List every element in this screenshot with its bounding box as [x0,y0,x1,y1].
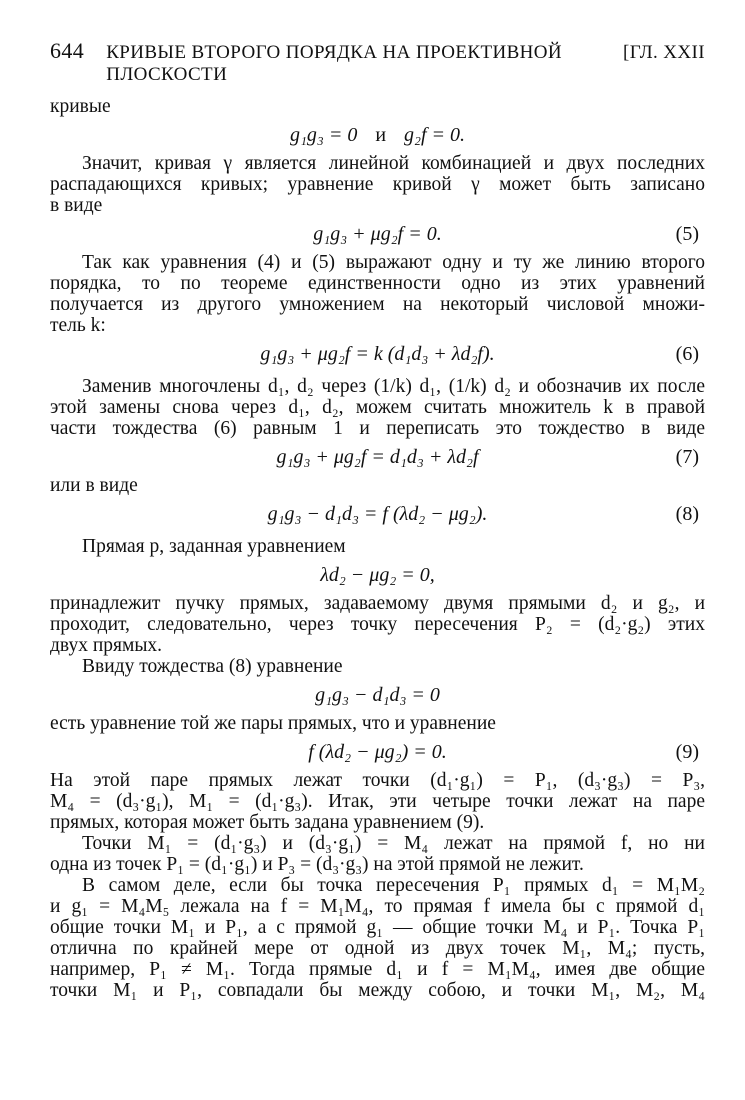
text-line: Заменив многочлены d₁, d₂ через (1/k) d₁, (1/k) d₂ и обозначив их после [82,376,705,397]
text-line: принадлежит пучку прямых, задаваемому двумя прямыми d₂ и g₂, и [50,593,705,614]
text-line: есть уравнение той же пары прямых, что и уравнение [50,713,496,734]
equation-number: (5) [675,223,699,245]
equation-conjunction: и [375,124,387,146]
text-line: общие точки M₁ и P₁, а с прямой g₁ — общие точки M₄ и P₁. Точка P₁ [50,917,705,938]
text-line: кривые [50,96,111,117]
equation-body: λd₂ − μg₂ = 0, [320,564,435,586]
text-line: Точки M₁ = (d₁·g₃) и (d₃·g₁) = M₄ лежат на прямой f, но ни [82,833,705,854]
chapter-label: [ГЛ. XXII [623,42,705,63]
text-line: Значит, кривая γ является линейной комбинацией и двух последних [82,153,705,174]
equation-5 [50,216,705,252]
text-line: точки M₁ и P₁, совпадали бы между собою, и точки M₁, M₂, M₄ [50,980,705,1001]
equation-6 [50,336,705,372]
text-line: двух прямых. [50,635,163,656]
text-line: тель k: [50,315,106,336]
equation-number: (7) [675,446,699,468]
equation-number: (9) [675,741,699,763]
equation-part: g₁g₃ = 0 [289,124,358,146]
equation-body: g₁g₃ − d₁d₃ = 0 [315,684,440,706]
text-line: проходит, следовательно, через точку пересечения P₂ = (d₂·g₂) этих [50,614,705,635]
text-line: прямых, которая может быть задана уравнением (9). [50,812,485,833]
equation-body: g₁g₃ − d₁d₃ = f (λd₂ − μg₂). [267,503,488,525]
page-header [50,38,705,86]
text-line: или в виде [50,475,138,496]
equation-part: g₂f = 0. [404,124,466,146]
text-line: одна из точек P₁ = (d₁·g₁) и P₃ = (d₃·g₃) на этой прямой не лежит. [50,854,584,875]
text-line: M₄ = (d₃·g₁), M₁ = (d₁·g₃). Итак, эти четыре точки лежат на паре [50,791,705,812]
equation-pair [50,677,705,713]
running-title: КРИВЫЕ ВТОРОГО ПОРЯДКА НА ПРОЕКТИВНОЙ ПЛОСКОСТИ [106,42,563,85]
equation-line-p [50,557,705,593]
book-page [50,38,705,1001]
equation-8 [50,496,705,532]
text-line: Ввиду тождества (8) уравнение [82,656,343,677]
equation-9 [50,734,705,770]
equation-body: g₁g₃ + μg₂f = k (d₁d₃ + λd₂f). [260,343,495,365]
text-line: этой замены снова через d₁, d₂, можем считать множитель k в правой [50,397,705,418]
equation-body: g₁g₃ + μg₂f = 0. [313,223,442,245]
equation-7 [50,439,705,475]
text-line: порядка, то по теореме единственности одно из этих уравнений [50,273,705,294]
text-line: В самом деле, если бы точка пересечения P₁ прямых d₁ = M₁M₂ [82,875,705,896]
equation-unnumbered-1 [50,117,705,153]
equation-body: f (λd₂ − μg₂) = 0. [308,741,447,763]
equation-number: (6) [675,343,699,365]
text-line: отлична по крайней мере от одной из двух точек M₁, M₄; пусть, [50,938,705,959]
text-line: распадающихся кривых; уравнение кривой γ может быть записано [50,174,705,195]
page-number: 644 [50,38,85,63]
equation-body: g₁g₃ + μg₂f = d₁d₃ + λd₂f [276,446,479,468]
text-line: в виде [50,195,103,216]
equation-number: (8) [675,503,699,525]
text-line: получается из другого умножением на некоторый числовой множи- [50,294,705,315]
text-line: Так как уравнения (4) и (5) выражают одну и ту же линию второго [82,252,705,273]
text-line: например, P₁ ≠ M₁. Тогда прямые d₁ и f = M₁M₄, имея две общие [50,959,705,980]
text-line: На этой паре прямых лежат точки (d₁·g₁) = P₁, (d₃·g₃) = P₃, [50,770,705,791]
text-line: части тождества (6) равным 1 и переписать это тождество в виде [50,418,705,439]
text-line: и g₁ = M₄M₅ лежала на f = M₁M₄, то прямая f имела бы с прямой d₁ [50,896,705,917]
text-line: Прямая p, заданная уравнением [82,536,346,557]
